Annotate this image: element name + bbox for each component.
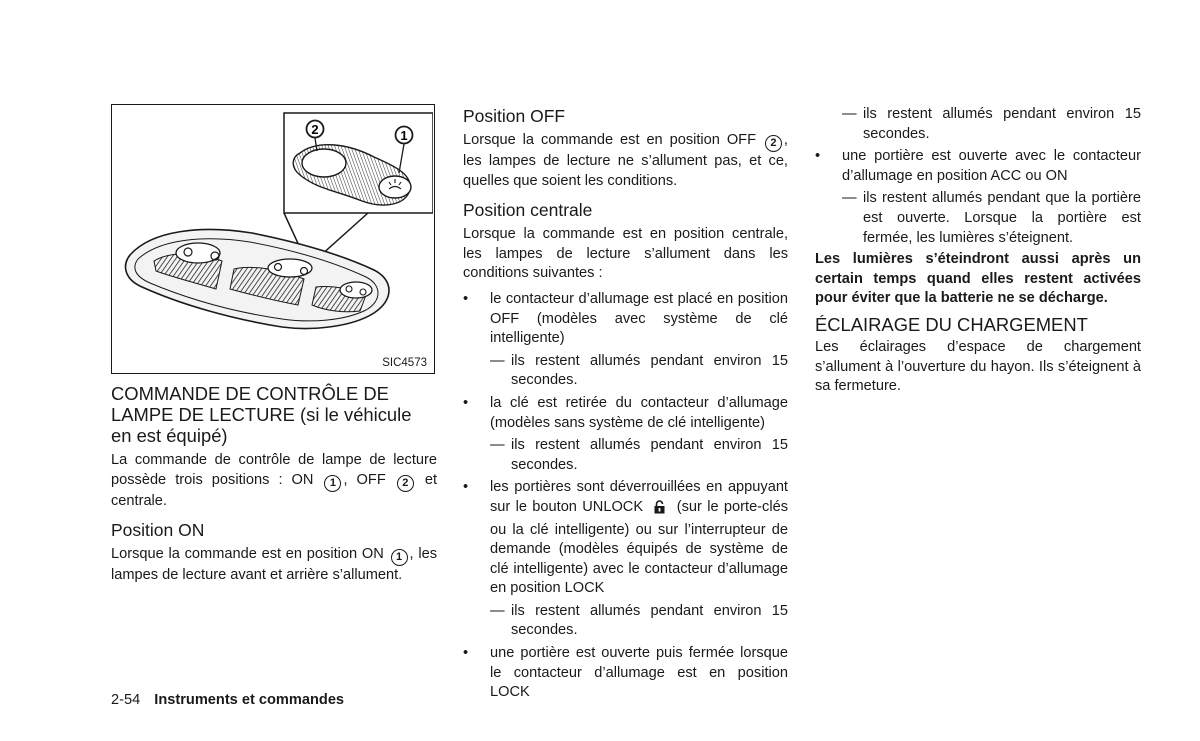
- page-number: 2-54: [111, 692, 141, 708]
- dash-icon: —: [842, 190, 857, 207]
- dash-icon: —: [490, 437, 505, 454]
- intro-text-b: , OFF: [343, 471, 386, 488]
- sub-item: [815, 189, 1141, 248]
- footer-title: Instruments et commandes: [154, 692, 345, 708]
- list-item: [463, 478, 788, 599]
- off-text-b: , les lampes de lecture ne s’allument pas, et ce, quelles que soient les conditions.: [463, 132, 788, 189]
- battery-note: Les lumières s’éteindront aussi après un certain temps quand elles restent activées pour éviter que la batterie ne se décharge.: [815, 251, 1141, 307]
- column-3: [815, 105, 1141, 397]
- list-item: [463, 290, 788, 349]
- num-1-icon: 1: [324, 475, 341, 492]
- position-off-text: [463, 131, 788, 191]
- list-item: [463, 644, 788, 703]
- section-heading-reading-lamp: COMMANDE DE CONTRÔLE DE LAMPE DE LECTURE (si le véhicule en est équipé): [111, 383, 412, 446]
- unlock-icon: [654, 500, 665, 521]
- intro-paragraph: [111, 451, 437, 511]
- sub-item-text: ils restent allumés pendant environ 15 secondes.: [511, 437, 788, 473]
- sub-item-text: ils restent allumés pendant environ 15 secondes.: [863, 106, 1141, 142]
- list-item-text-cont: (sur le porte-clés ou la clé intelligente) ou sur l’interrupteur de demande (modèles équipés de système de clé intelligente) avec le contacteur d’allumage en position LOCK: [490, 498, 788, 597]
- callout-1: 1: [400, 128, 408, 143]
- sub-item: [463, 602, 788, 641]
- on-text-b: , les lampes de lecture avant et arrière s’allument.: [111, 546, 438, 584]
- sub-item-text: ils restent allumés pendant que la portière est ouverte. Lorsque la portière est fermée, les lumières s’éteignent.: [863, 190, 1141, 246]
- list-item-text: les portières sont déverrouillées en appuyant sur le bouton UNLOCK: [490, 479, 788, 515]
- page-footer: [111, 692, 344, 708]
- cargo-lighting-heading: ÉCLAIRAGE DU CHARGEMENT: [815, 313, 1088, 335]
- column-1: [111, 383, 437, 586]
- num-2-icon: 2: [765, 135, 782, 152]
- sub-item: [463, 352, 788, 391]
- bullet-icon: •: [463, 290, 469, 307]
- list-item: [815, 147, 1141, 186]
- callout-2: 2: [311, 122, 319, 137]
- sub-item-text: ils restent allumés pendant environ 15 secondes.: [511, 602, 788, 639]
- bullet-icon: •: [463, 394, 469, 411]
- sub-item-text: ils restent allumés pendant environ 15 secondes.: [511, 352, 788, 389]
- bullet-icon: •: [463, 479, 469, 496]
- position-off-title: Position OFF: [463, 106, 566, 126]
- position-on-text: [111, 545, 437, 586]
- position-on-title: Position ON: [111, 520, 205, 541]
- cargo-lighting-text: Les éclairages d’espace de chargement s’allument à l’ouverture du hayon. Ils s’éteignent à sa fermeture.: [815, 338, 1141, 395]
- position-centre-text: Lorsque la commande est en position centrale, les lampes de lecture s’allument dans les conditions suivantes :: [463, 226, 788, 282]
- list-item: [463, 394, 788, 433]
- num-2-icon: 2: [397, 475, 414, 492]
- off-text-a: Lorsque la commande est en position OFF: [463, 132, 756, 148]
- intro-text-c: et centrale.: [111, 471, 438, 509]
- intro-text-a: La commande de contrôle de lampe de lecture possède trois positions : ON: [111, 452, 437, 488]
- column-2: [463, 105, 788, 703]
- bullet-icon: •: [463, 645, 469, 662]
- num-1-icon: 1: [391, 549, 408, 566]
- position-centre-title: Position centrale: [463, 200, 593, 221]
- map-lamp-illustration: [112, 105, 433, 372]
- bullet-icon: •: [815, 148, 821, 165]
- list-item-text: le contacteur d’allumage est placé en position OFF (modèles avec système de clé intelligente): [490, 290, 788, 347]
- dash-icon: —: [490, 602, 505, 619]
- list-item-text: la clé est retirée du contacteur d’allumage (modèles sans système de clé intelligente): [490, 394, 788, 431]
- list-item-text: une portière est ouverte puis fermée lorsque le contacteur d’allumage est en position LOCK: [490, 645, 788, 701]
- figure-map-lamp: [111, 104, 435, 374]
- sub-item: [463, 436, 788, 475]
- sub-item: [815, 105, 1141, 144]
- on-text-a: Lorsque la commande est en position ON: [111, 546, 384, 563]
- list-item-text: une portière est ouverte avec le contacteur d’allumage en position ACC ou ON: [842, 148, 1141, 184]
- dash-icon: —: [490, 352, 505, 369]
- dash-icon: —: [842, 106, 857, 122]
- figure-code: SIC4573: [382, 357, 427, 369]
